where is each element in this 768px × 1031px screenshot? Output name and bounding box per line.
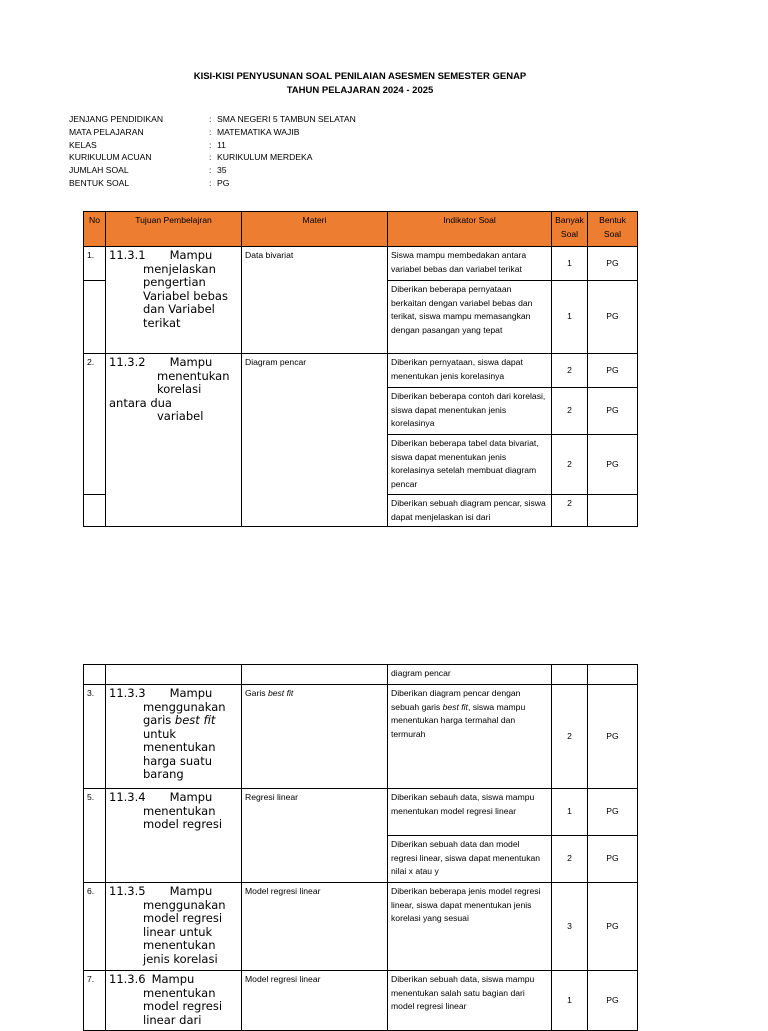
info-value: MATEMATIKA WAJIB [217, 126, 300, 137]
info-key: MATA PELAJARAN [69, 126, 144, 137]
materi-cell: Diagram pencar [242, 354, 388, 527]
col-header-no: No [84, 212, 106, 247]
table-header-row [84, 212, 638, 247]
kisi-table-page2 [83, 664, 638, 1031]
tujuan-text: menjelaskan pengertian Variabel bebas dan Variabel terikat [143, 261, 228, 330]
table-row [84, 789, 638, 836]
tujuan-text-part: menggunakan garis [143, 699, 226, 727]
info-value: SMA NEGERI 5 TAMBUN SELATAN [217, 114, 356, 124]
info-row [69, 177, 356, 190]
table-row [84, 354, 638, 388]
bentuk-cell: PG [588, 883, 638, 971]
indikator-cell: Diberikan sebuah diagram pencar, siswa dapat menjelaskan isi dari [388, 495, 552, 527]
info-key: KELAS [69, 139, 97, 150]
bentuk-cell: PG [588, 354, 638, 388]
info-value: PG [217, 177, 230, 188]
info-key: BENTUK SOAL [69, 177, 130, 188]
materi-text: Garis [245, 688, 266, 698]
row-number-empty [84, 495, 106, 527]
indikator-cell: Diberikan sebuah data dan model regresi linear, siswa dapat menentukan nilai x atau y [388, 836, 552, 883]
bentuk-cell [588, 495, 638, 527]
table-row [84, 971, 638, 1031]
tujuan-cell [106, 354, 242, 527]
materi-cell: Model regresi linear [242, 883, 388, 971]
tujuan-cell [106, 971, 242, 1031]
col-header-indikator: Indikator Soal [388, 212, 552, 247]
indikator-cell: Diberikan beberapa tabel data bivariat, siswa dapat menentukan jenis korelasinya setelah membuat diagram pencar [388, 435, 552, 495]
tujuan-text: menentukan model regresi [143, 803, 223, 831]
banyak-cell: 1 [552, 789, 588, 836]
tujuan-text: variabel [157, 409, 204, 423]
indikator-text: , siswa mampu menentukan harga termahal dan termurah [391, 701, 526, 739]
row-number-empty [84, 665, 106, 685]
row-number: 6. [84, 883, 106, 971]
indikator-cell: Diberikan pernyataan, siswa dapat menentukan jenis korelasinya [388, 354, 552, 388]
bentuk-cell: PG [588, 247, 638, 281]
col-header-bentuk: Bentuk Soal [588, 212, 638, 247]
indikator-cell: Diberikan beberapa contoh dari korelasi, siswa dapat menentukan jenis korelasinya [388, 388, 552, 435]
banyak-cell: 2 [552, 388, 588, 435]
info-colon: : [209, 177, 212, 188]
table-row [84, 247, 638, 281]
info-block [69, 113, 356, 190]
tujuan-first-word: Mampu [169, 686, 213, 700]
info-row [69, 164, 356, 177]
banyak-cell: 1 [552, 281, 588, 354]
tujuan-cell [106, 247, 242, 354]
info-key: JENJANG PENDIDIKAN [69, 114, 164, 124]
bentuk-cell: PG [588, 281, 638, 354]
info-value: 11 [217, 139, 226, 150]
bentuk-cell: PG [588, 388, 638, 435]
row-number: 2. [84, 354, 106, 495]
banyak-cell: 2 [552, 495, 588, 527]
table-row [84, 685, 638, 789]
row-number: 7. [84, 971, 106, 1031]
info-value: 35 [217, 165, 227, 176]
tujuan-text-part: untuk menentukan harga suatu barang [143, 726, 216, 781]
col-header-banyak: Banyak Soal [552, 212, 588, 247]
kisi-table-page1 [83, 211, 638, 527]
tujuan-cell [106, 685, 242, 789]
indikator-cell: Diberikan sebauh data, siswa mampu menentukan model regresi linear [388, 789, 552, 836]
banyak-cell-empty [552, 665, 588, 685]
materi-cell: Regresi linear [242, 789, 388, 883]
tujuan-cell-empty [106, 665, 242, 685]
materi-cell: Model regresi linear [242, 971, 388, 1031]
info-colon: : [209, 139, 212, 150]
col-header-tujuan: Tujuan Pembelajran [106, 212, 242, 247]
info-row [69, 126, 356, 139]
info-row [69, 151, 356, 164]
bentuk-cell: PG [588, 435, 638, 495]
info-row [69, 113, 356, 126]
banyak-cell: 2 [552, 836, 588, 883]
tujuan-first-word: Mampu [169, 248, 213, 262]
bentuk-cell: PG [588, 789, 638, 836]
banyak-cell: 2 [552, 435, 588, 495]
row-number: 1. [84, 247, 106, 281]
tujuan-cell [106, 883, 242, 971]
indikator-cell: Siswa mampu membedakan antara variabel bebas dan variabel terikat [388, 247, 552, 281]
info-colon: : [209, 114, 212, 124]
info-colon: : [209, 165, 212, 176]
materi-cell: Data bivariat [242, 247, 388, 354]
col-header-materi: Materi [242, 212, 388, 247]
info-colon: : [209, 126, 212, 137]
info-row [69, 139, 356, 152]
document-title: KISI-KISI PENYUSUNAN SOAL PENILAIAN ASESMEN SEMESTER GENAP [193, 71, 527, 82]
tujuan-number: 11.3.6 [109, 972, 146, 986]
bentuk-cell: PG [588, 685, 638, 789]
tujuan-text: menentukan model regresi linear dari [143, 985, 223, 1027]
indikator-text: Diberikan diagram pencar dengan sebuah garis [391, 688, 521, 712]
tujuan-first-word: Mampu [151, 972, 195, 986]
tujuan-first-word: Mampu [169, 790, 213, 804]
tujuan-number: 11.3.1 [109, 248, 146, 262]
tujuan-number: 11.3.2 [109, 355, 146, 369]
tujuan-number: 11.3.3 [109, 686, 146, 700]
tujuan-first-word: Mampu [169, 355, 213, 369]
materi-cell-empty [242, 665, 388, 685]
bentuk-cell-empty [588, 665, 638, 685]
tujuan-number: 11.3.4 [109, 790, 146, 804]
indikator-cell: diagram pencar [388, 665, 552, 685]
tujuan-text: antara dua [109, 395, 172, 410]
tujuan-italic: best fit [174, 713, 216, 727]
indikator-italic: best fit [442, 701, 468, 712]
tujuan-text: menentukan korelasi [157, 368, 230, 396]
banyak-cell: 3 [552, 883, 588, 971]
info-value: KURIKULUM MERDEKA [217, 152, 313, 163]
table-row [84, 665, 638, 685]
tujuan-text: menggunakan model regresi linear untuk menentukan jenis korelasi [143, 897, 226, 966]
tujuan-first-word: Mampu [169, 884, 213, 898]
indikator-cell: Diberikan beberapa pernyataan berkaitan dengan variabel bebas dan terikat, siswa mampu memasangkan dengan pasangan yang tepat [388, 281, 552, 354]
tujuan-number: 11.3.5 [109, 884, 146, 898]
indikator-cell: Diberikan beberapa jenis model regresi linear, siswa dapat menentukan jenis korelasi yang sesuai [388, 883, 552, 971]
row-number: 5. [84, 789, 106, 883]
info-key: KURIKULUM ACUAN [69, 152, 152, 163]
info-colon: : [209, 152, 212, 163]
banyak-cell: 1 [552, 247, 588, 281]
indikator-cell [388, 685, 552, 789]
tujuan-text [109, 701, 238, 782]
row-number-empty [84, 281, 106, 354]
bentuk-cell: PG [588, 971, 638, 1031]
materi-cell [242, 685, 388, 789]
bentuk-cell: PG [588, 836, 638, 883]
banyak-cell: 2 [552, 685, 588, 789]
banyak-cell: 2 [552, 354, 588, 388]
info-key: JUMLAH SOAL [69, 165, 129, 176]
indikator-cell: Diberikan sebuah data, siswa mampu menentukan salah satu bagian dari model regresi linear [388, 971, 552, 1031]
row-number: 3. [84, 685, 106, 789]
tujuan-cell [106, 789, 242, 883]
materi-italic: best fit [267, 688, 294, 698]
banyak-cell: 1 [552, 971, 588, 1031]
table-row [84, 883, 638, 971]
document-subtitle: TAHUN PELAJARAN 2024 - 2025 [286, 85, 434, 96]
